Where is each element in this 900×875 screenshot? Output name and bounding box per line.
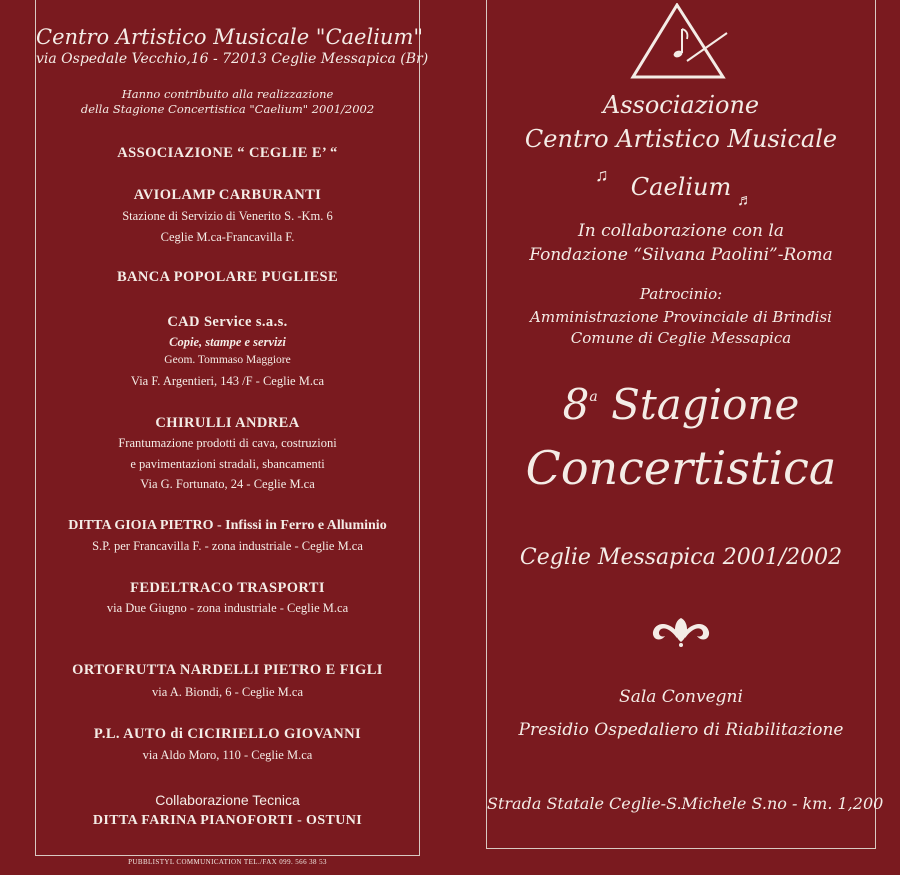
sponsor-name: P.L. AUTO di CICIRIELLO GIOVANNI: [93, 726, 362, 742]
sponsor-name: CAD Service s.a.s.: [167, 314, 288, 330]
sponsor-name: BANCA POPOLARE PUGLIESE: [116, 269, 339, 285]
sponsor-line: via Due Giugno - zona industriale - Ceglie M.ca: [106, 601, 349, 615]
edition-superscript: a: [589, 389, 598, 405]
patrocinio-line-1: Amministrazione Provinciale di Brindisi: [530, 308, 832, 326]
floral-ornament-icon: [649, 612, 713, 650]
printer-credit: PUBBLISTYL COMMUNICATION TEL./FAX 099. 566 38 53: [128, 858, 327, 866]
sponsor-name: ORTOFRUTTA NARDELLI PIETRO E FIGLI: [72, 662, 383, 678]
caelium-name: Caelium: [630, 173, 732, 201]
collab-line-2: Fondazione “Silvana Paolini”-Roma: [529, 245, 833, 265]
assoc-full-name: Centro Artistico Musicale: [524, 125, 838, 153]
sponsor-name: CHIRULLI ANDREA: [155, 415, 300, 431]
sponsor-line: via A. Biondi, 6 - Ceglie M.ca: [151, 685, 304, 699]
road-address: Strada Statale Ceglie-S.Michele S.no - km. 1,200: [487, 794, 884, 813]
sponsor-name: DITTA GIOIA PIETRO - Infissi in Ferro e Alluminio: [68, 518, 387, 533]
sponsor-line: Frantumazione prodotti di cava, costruzioni: [118, 436, 337, 450]
center-address: via Ospedale Vecchio,16 - 72013 Ceglie Messapica (Br): [36, 51, 429, 67]
season-line: Ceglie Messapica 2001/2002: [519, 545, 843, 570]
sponsor-line: Via F. Argentieri, 143 /F - Ceglie M.ca: [130, 374, 325, 388]
collab-label: Collaborazione Tecnica: [155, 792, 300, 808]
venue-line-1: Sala Convegni: [619, 687, 743, 707]
venue-line-2: Presidio Ospedaliero di Riabilitazione: [518, 720, 844, 740]
sponsor-name: FEDELTRACO TRASPORTI: [130, 580, 325, 596]
sponsor-line: e pavimentazioni stradali, sbancamenti: [130, 457, 325, 471]
sponsors-panel: [35, 0, 429, 856]
sponsor-name: ASSOCIAZIONE “ CEGLIE E’ “: [117, 145, 338, 161]
sponsor-line: Geom. Tommaso Maggiore: [164, 354, 291, 366]
collab-line-1: In collaborazione con la: [578, 221, 784, 241]
sponsor-line: via Aldo Moro, 110 - Ceglie M.ca: [142, 748, 313, 762]
sponsor-line: S.P. per Francavilla F. - zona industriale - Ceglie M.ca: [92, 539, 363, 553]
intro-line-1: Hanno contribuito alla realizzazione: [121, 87, 334, 101]
assoc-label: Associazione: [602, 91, 760, 119]
music-note-icon: ♫: [595, 165, 609, 185]
sponsor-name: AVIOLAMP CARBURANTI: [133, 187, 322, 203]
concertistica-word: Concertistica: [525, 441, 837, 495]
triangle-music-note-logo-icon: [629, 3, 731, 83]
intro-line-2: della Stagione Concertistica "Caelium" 2001/2002: [80, 102, 375, 116]
patrocinio-line-2: Comune di Ceglie Messapica: [570, 329, 792, 347]
patrocinio-label: Patrocinio:: [639, 285, 723, 303]
stagione-word: Stagione: [611, 380, 800, 429]
music-note-icon: ♬: [737, 192, 753, 209]
sponsor-tagline: Copie, stampe e servizi: [169, 335, 286, 349]
edition-number: 8: [562, 380, 590, 429]
edition-title: [487, 380, 875, 429]
sponsor-line: Stazione di Servizio di Venerito S. -Km. 6: [122, 209, 333, 223]
cover-panel: [486, 0, 884, 849]
center-title: Centro Artistico Musicale "Caelium": [36, 25, 424, 49]
sponsor-line: Ceglie M.ca-Francavilla F.: [160, 230, 295, 244]
sponsor-line: Via G. Fortunato, 24 - Ceglie M.ca: [140, 477, 315, 491]
collab-name: DITTA FARINA PIANOFORTI - OSTUNI: [92, 813, 363, 828]
